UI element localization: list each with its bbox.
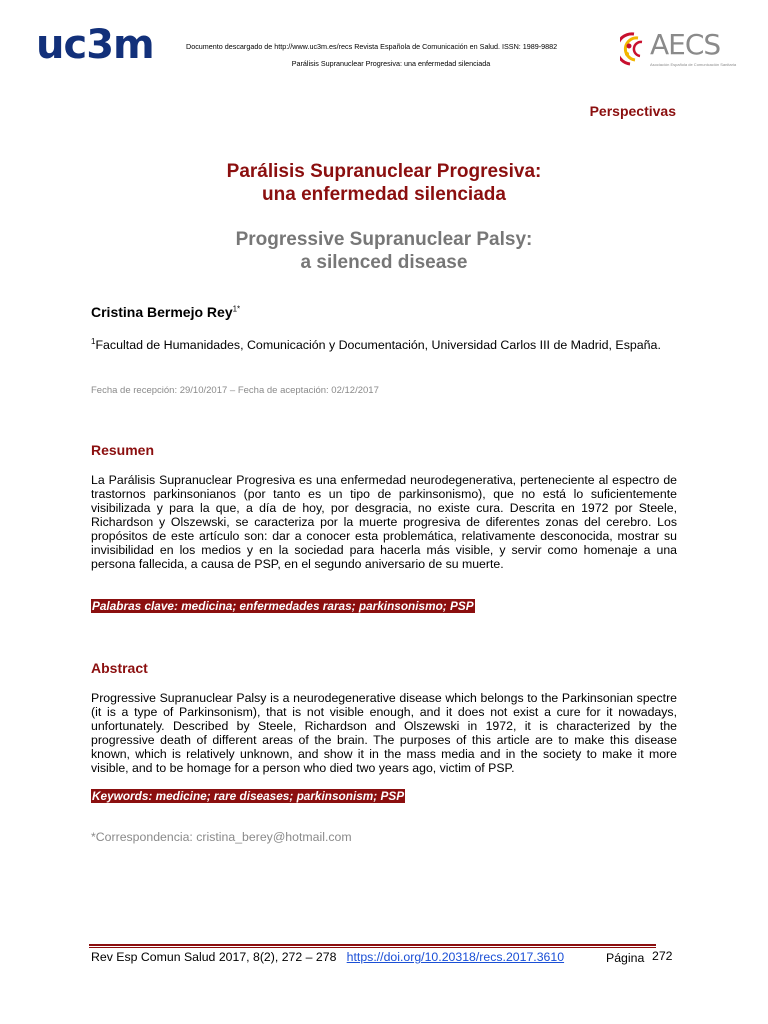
title-spanish-line1: Parálisis Supranuclear Progresiva: xyxy=(226,161,542,182)
correspondence: *Correspondencia: cristina_berey@hotmail.com xyxy=(91,830,352,844)
title-english-line1: Progressive Supranuclear Palsy: xyxy=(235,229,533,250)
abstract-heading: Abstract xyxy=(91,660,148,676)
author-name: Cristina Bermejo Rey xyxy=(91,304,233,320)
section-label: Perspectivas xyxy=(589,103,676,119)
resumen-keywords: Palabras clave: medicina; enfermedades raras; parkinsonismo; PSP xyxy=(92,599,474,613)
aecs-logo-subtext: Asociación Española de Comunicación Sanitaria xyxy=(650,62,737,67)
resumen-heading: Resumen xyxy=(91,442,155,458)
author xyxy=(91,304,240,320)
affiliation-mark: 1 xyxy=(91,337,96,346)
footer-citation-text: Rev Esp Comun Salud 2017, 8(2), 272 – 278 xyxy=(91,950,337,964)
abstract-keywords: Keywords: medicine; rare diseases; parkinsonism; PSP xyxy=(92,789,405,803)
title-spanish-line2: una enfermedad silenciada xyxy=(262,184,506,205)
aecs-emblem-icon xyxy=(620,28,650,72)
doi-link[interactable]: https://doi.org/10.20318/recs.2017.3610 xyxy=(346,950,565,964)
abstract-text: Progressive Supranuclear Palsy is a neurodegenerative disease which belongs to the Parkinsonian spectre (it is a type of Parkinsonism), that is not visible enough, and it does not exist a cure for it nowadays, unfortunately. Described by Steele, Richardson and Olszewski in 1972, it is characterized by the progressive death of different areas of the brain. The purposes of this article are to make this disease known, which is relatively unknown, and show it in the mass media and in the society to make it more visible, and to be homage for a person who died two years ago, victim of PSP. xyxy=(91,691,677,775)
footer-rule-thin xyxy=(89,947,656,948)
header-source-line: Documento descargado de http://www.uc3m.es/recs Revista Española de Comunicación en Salud. ISSN: 1989-9882 xyxy=(186,42,558,51)
aecs-logo xyxy=(620,24,737,74)
affiliation-text: Facultad de Humanidades, Comunicación y Documentación, Universidad Carlos III de Madrid, España. xyxy=(95,338,661,353)
submission-dates: Fecha de recepción: 29/10/2017 – Fecha de aceptación: 02/12/2017 xyxy=(91,385,379,396)
footer-citation xyxy=(91,950,564,964)
page-number: 272 xyxy=(652,949,673,963)
affiliation xyxy=(91,334,681,354)
resumen-text: La Parálisis Supranuclear Progresiva es una enfermedad neurodegenerativa, perteneciente al espectro de trastornos parkinsonianos (por tanto es un tipo de parkinsonismo), que no está lo suficientemente visibilizada y para la que, a día de hoy, por desgracia, no existe cura. Descrita en 1972 por Steele, Richardson y Olszewski, se caracteriza por la muerte progresiva de diferentes zonas del cerebro. Los propósitos de este artículo son: dar a conocer esta problemática, relativamente desconocida, mostrar su invisibilidad en los medios y en la sociedad para hacerla más visible, y servir como homenaje a una persona fallecida, a causa de PSP, en el segundo aniversario de su muerte. xyxy=(91,473,677,571)
author-marks: 1* xyxy=(232,304,241,314)
uc3m-logo: uc3m xyxy=(36,22,154,68)
footer-rule xyxy=(89,944,656,946)
title-spanish xyxy=(0,160,768,206)
header-running-title: Parálisis Supranuclear Progresiva: una enfermedad silenciada xyxy=(291,59,491,68)
page-label: Página xyxy=(606,951,645,965)
title-english xyxy=(0,228,768,274)
title-english-line2: a silenced disease xyxy=(300,252,468,273)
aecs-logo-text: AECS xyxy=(650,28,721,61)
